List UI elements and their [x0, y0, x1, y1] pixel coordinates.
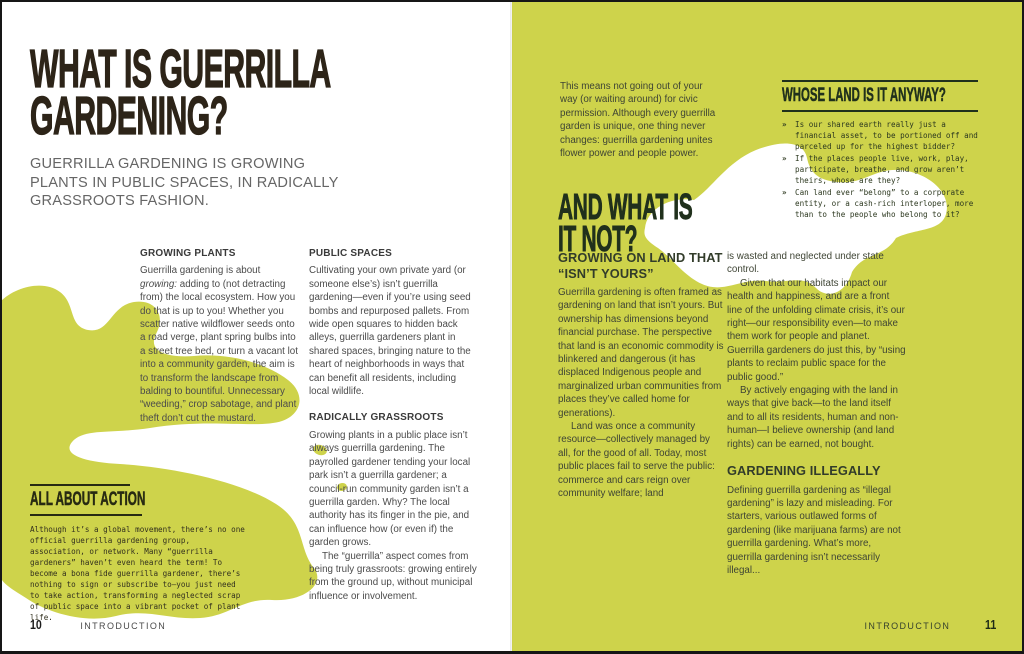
running-head-right: INTRODUCTION	[864, 621, 951, 631]
whose-land-heading: WHOSE LAND IS IT ANYWAY?	[782, 85, 946, 106]
column-heading-radically-grassroots: RADICALLY GRASSROOTS	[309, 412, 444, 424]
bullet-arrow-icon: »	[782, 120, 787, 129]
all-about-action-box	[30, 484, 252, 623]
divider-rule-bottom	[30, 514, 142, 516]
column-heading-growing-plants: GROWING PLANTS	[140, 248, 236, 259]
divider-rule-bottom	[782, 110, 978, 112]
column-heading-public-spaces: PUBLIC SPACES	[309, 248, 392, 259]
bullet-arrow-icon: »	[782, 188, 787, 197]
page-number-right: 11	[984, 618, 997, 632]
column-heading-gardening-illegally: GARDENING ILLEGALLY	[727, 463, 881, 479]
page-subtitle: GUERRILLA GARDENING IS GROWING PLANTS IN PUBLIC SPACES, IN RADICALLY GRASSROOTS FASHION.	[30, 156, 339, 210]
whose-land-bullet-list	[782, 119, 987, 220]
page-number-left: 10	[30, 618, 42, 632]
paragraph-engaging: By actively engaging with the land in ways that give back—to the land itself and to all its residents, human and non-human—I believe ownership (and land rights) can be earned, not bought.	[727, 385, 899, 450]
column-growing-plants	[140, 247, 298, 425]
divider-rule-top	[782, 80, 978, 82]
column-right-continuation	[727, 250, 907, 577]
running-head-left: INTRODUCTION	[80, 621, 167, 631]
intro-paragraph: This means not going out of your way (or waiting around) for civic permission. Although every guerrilla garden is unique, one thing never changes: guerrilla gardening unites flower power and people power.	[560, 81, 716, 160]
paragraph-land-1: Guerrilla gardening is often framed as gardening on land that isn’t yours. But ownership has dimensions beyond financial purchase. The perspective that land is an economic commodity is blinkered and dangerous (it has displaced Indigenous people and marginalized urban communities from places they’ve called home for generations).	[558, 287, 724, 419]
list-item: » Can land ever “belong” to a corporate entity, or a cash-rich interloper, more than to the people who belong to it?	[782, 188, 974, 219]
column-public-spaces	[309, 247, 477, 603]
list-item: » Is our shared earth really just a financial asset, to be portioned off and parceled up for the highest bidder?	[782, 120, 978, 151]
action-box-body: Although it’s a global movement, there’s no one official guerrilla gardening group, association, or network. Many “guerrilla gardeners” haven’t even heard the term! To become a bona fide guerrilla gardener, there’s nothing to sign or subscribe to—you just need to take action, transforming a neglected scrap of public space into a vibrant pocket of plant life.	[30, 525, 245, 622]
column-growing-on-land	[558, 250, 724, 501]
right-footer	[865, 616, 998, 634]
page-title	[30, 38, 567, 146]
right-page	[512, 0, 1024, 654]
paragraph-growing-plants: Guerrilla gardening is about growing: adding to (not detracting from) the local ecosystem. How you do that is up to you! Whether you scatter native wildflower seeds onto a road verge, plant spring bulbs into a street tree bed, or turn a vacant lot into a community garden, the aim is to transform the landscape from balding to bountiful. Unnecessary “weeding,” crop sabotage, and plant theft don’t cut the mustard.	[140, 265, 298, 424]
divider-rule-top	[30, 484, 130, 486]
bullet-arrow-icon: »	[782, 154, 787, 163]
paragraph-illegally: Defining guerrilla gardening as “illegal gardening” is lazy and misleading. For starters, various outlawed forms of gardening (like marijuana farms) are not guerrilla gardening. What’s more, guerrilla gardening isn’t necessarily illegal...	[727, 484, 901, 577]
left-footer	[30, 616, 166, 634]
paragraph-habitats: Given that our habitats impact our health and happiness, and are a front line of the unfolding climate crisis, it’s our right—our responsibility even—to make them work for people and planet. Guerrilla gardeners do just this, by “using plants to reclaim public space for the public good.”	[727, 277, 906, 383]
paragraph-wasted: is wasted and neglected under state control.	[727, 251, 884, 276]
whose-land-box	[782, 80, 987, 220]
list-item: » If the places people live, work, play, participate, breathe, and grow aren’t theirs, whose are they?	[782, 154, 969, 185]
and-what-heading-line1: AND WHAT IS	[558, 186, 693, 227]
action-box-heading: ALL ABOUT ACTION	[30, 489, 146, 510]
paragraph-public-spaces: Cultivating your own private yard (or someone else’s) isn’t guerrilla gardening—even if you’re using seed bombs and repurposed pallets. From wide open squares to hidden back alleys, guerrilla gardeners plant in shared spaces, bringing nature to the heart of neighborhoods in ways that can benefit all residents, including local wildlife.	[309, 265, 471, 398]
and-what-heading	[558, 186, 790, 259]
column-heading-growing-on-land: GROWING ON LAND THAT “ISN’T YOURS”	[558, 250, 723, 281]
and-what-heading-line2: IT NOT?	[558, 218, 638, 259]
paragraph-grassroots-1: Growing plants in a public place isn’t always guerrilla gardening. The payrolled gardener tending your local park isn’t a guerrilla gardener; a council-run community garden isn’t a guerrilla garden. Why? The local authority has its finger in the pie, and can influence how (or even if) the garden grows.	[309, 429, 471, 549]
page-title-line2: GARDENING?	[30, 86, 228, 146]
paragraph-land-2: Land was once a community resource—collectively managed by all, for the good of all. Today, most public places fail to serve the public: commerce and cars reign over community welfare; land	[558, 421, 715, 500]
paragraph-grassroots-2: The “guerrilla” aspect comes from being truly grassroots: growing entirely from the ground up, without municipal influence or involvement.	[309, 550, 477, 602]
page-title-line1: WHAT IS GUERRILLA	[30, 39, 331, 99]
page-gutter-shadow	[510, 0, 513, 654]
